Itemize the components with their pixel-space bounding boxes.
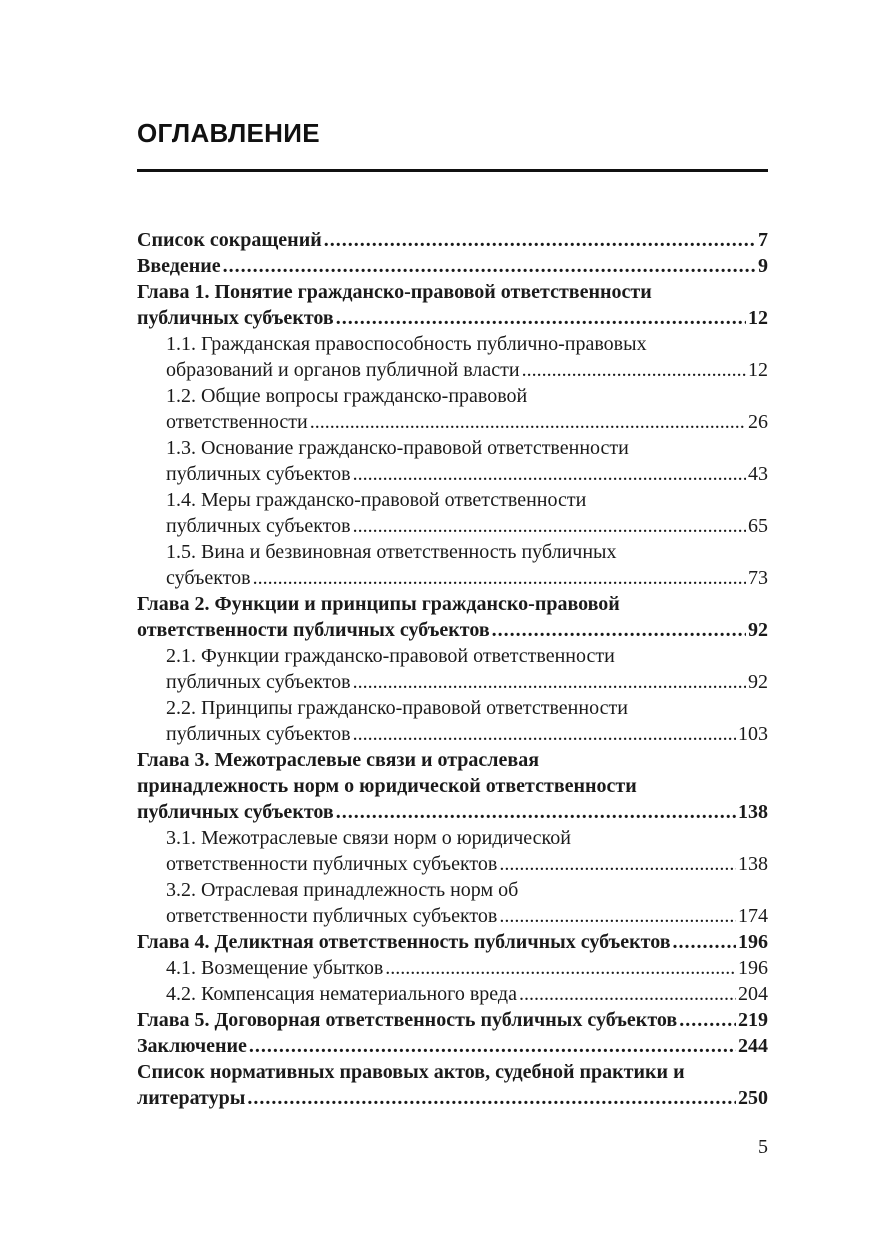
toc-entry-title-line: Список нормативных правовых актов, судебной практики и — [137, 1061, 685, 1083]
toc-page-number: 12 — [748, 359, 768, 381]
toc-section-entry — [137, 955, 768, 981]
dot-leader — [492, 617, 746, 643]
toc-entry-title-line: Глава 2. Функции и принципы гражданско-правовой — [137, 593, 620, 615]
toc-entry-title-line: 1.5. Вина и безвиновная ответственность публичных — [166, 541, 617, 563]
toc-entry-title-line: 1.2. Общие вопросы гражданско-правовой — [166, 385, 528, 407]
toc-entry-title-line: ответственности — [166, 411, 308, 433]
toc-page-number: 204 — [738, 983, 768, 1005]
dot-leader — [223, 253, 756, 279]
dot-leader — [253, 565, 746, 591]
toc-section-entry — [137, 487, 768, 539]
toc-page-number: 196 — [738, 957, 768, 979]
toc-chapter-entry — [137, 747, 768, 825]
toc-page-number: 92 — [748, 619, 768, 641]
toc-page-number: 12 — [748, 307, 768, 329]
toc-entry-title-line: Глава 3. Межотраслевые связи и отраслевая — [137, 749, 540, 771]
toc-chapter-entry — [137, 929, 768, 955]
toc-page-number: 219 — [738, 1009, 768, 1031]
toc-entry-title-line: 4.1. Возмещение убытков — [166, 957, 384, 979]
toc-entry-title-line: 3.1. Межотраслевые связи норм о юридической — [166, 827, 571, 849]
toc-page-number: 103 — [738, 723, 768, 745]
toc-page-number: 65 — [748, 515, 768, 537]
toc-section-entry — [137, 643, 768, 695]
toc-entry-title-line: публичных субъектов — [166, 671, 351, 693]
toc-section-entry — [137, 435, 768, 487]
toc-section-entry — [137, 383, 768, 435]
toc-section-entry — [137, 539, 768, 591]
toc-entry-title-line: 2.1. Функции гражданско-правовой ответственности — [166, 645, 615, 667]
page-title: ОГЛАВЛЕНИЕ — [137, 118, 320, 148]
toc-entry-title-line: 1.1. Гражданская правоспособность публично-правовых — [166, 333, 647, 355]
toc-section-entry — [137, 695, 768, 747]
toc-entry-title-line: 2.2. Принципы гражданско-правовой ответственности — [166, 697, 628, 719]
table-of-contents — [137, 227, 768, 1111]
toc-chapter-entry — [137, 591, 768, 643]
dot-leader — [499, 851, 736, 877]
toc-entry-title-line: ответственности публичных субъектов — [166, 905, 498, 927]
toc-chapter-entry — [137, 253, 768, 279]
toc-entry-title-line: публичных субъектов — [137, 307, 334, 329]
toc-chapter-entry — [137, 1059, 768, 1111]
dot-leader — [522, 357, 746, 383]
title-divider — [137, 169, 768, 172]
dot-leader — [385, 955, 736, 981]
toc-chapter-entry — [137, 279, 768, 331]
toc-chapter-entry — [137, 1007, 768, 1033]
dot-leader — [310, 409, 746, 435]
toc-section-entry — [137, 825, 768, 877]
toc-page-number: 174 — [738, 905, 768, 927]
toc-page-number: 250 — [738, 1087, 768, 1109]
toc-entry-title-line: Введение — [137, 255, 221, 277]
toc-section-entry — [137, 981, 768, 1007]
toc-page-number: 138 — [738, 801, 768, 823]
dot-leader — [336, 305, 746, 331]
toc-page-number: 138 — [738, 853, 768, 875]
toc-entry-title-line: образований и органов публичной власти — [166, 359, 520, 381]
toc-entry-title-line: 3.2. Отраслевая принадлежность норм об — [166, 879, 519, 901]
toc-entry-title-line: публичных субъектов — [166, 463, 351, 485]
toc-section-entry — [137, 877, 768, 929]
toc-page-number: 26 — [748, 411, 768, 433]
dot-leader — [353, 721, 736, 747]
toc-entry-title-line: публичных субъектов — [137, 801, 334, 823]
toc-chapter-entry — [137, 227, 768, 253]
toc-entry-title-line: Глава 4. Деликтная ответственность публичных субъектов — [137, 931, 671, 953]
dot-leader — [353, 513, 746, 539]
toc-page-number: 7 — [758, 229, 768, 251]
toc-entry-title-line: Заключение — [137, 1035, 247, 1057]
toc-page-number: 73 — [748, 567, 768, 589]
dot-leader — [519, 981, 736, 1007]
dot-leader — [353, 669, 746, 695]
dot-leader — [499, 903, 736, 929]
toc-entry-title-line: ответственности публичных субъектов — [137, 619, 490, 641]
toc-entry-title-line: 4.2. Компенсация нематериального вреда — [166, 983, 517, 1005]
dot-leader — [353, 461, 746, 487]
toc-page-number: 9 — [758, 255, 768, 277]
toc-page-number: 43 — [748, 463, 768, 485]
toc-section-entry — [137, 331, 768, 383]
toc-entry-title-line: Глава 5. Договорная ответственность публичных субъектов — [137, 1009, 678, 1031]
toc-chapter-entry — [137, 1033, 768, 1059]
toc-entry-title-line: литературы — [137, 1087, 246, 1109]
dot-leader — [336, 799, 736, 825]
dot-leader — [249, 1033, 736, 1059]
toc-entry-title-line: субъектов — [166, 567, 251, 589]
dot-leader — [673, 929, 736, 955]
toc-entry-title-line: Список сокращений — [137, 229, 322, 251]
toc-page-number: 244 — [738, 1035, 768, 1057]
toc-page-number: 92 — [748, 671, 768, 693]
toc-entry-title-line: ответственности публичных субъектов — [166, 853, 498, 875]
dot-leader — [324, 227, 756, 253]
dot-leader — [679, 1007, 736, 1033]
toc-entry-title-line: 1.3. Основание гражданско-правовой ответственности — [166, 437, 629, 459]
toc-entry-title-line: принадлежность норм о юридической ответственности — [137, 775, 637, 797]
toc-entry-title-line: публичных субъектов — [166, 515, 351, 537]
toc-entry-title-line: публичных субъектов — [166, 723, 351, 745]
toc-entry-title-line: 1.4. Меры гражданско-правовой ответственности — [166, 489, 587, 511]
page-number: 5 — [758, 1136, 768, 1158]
toc-entry-title-line: Глава 1. Понятие гражданско-правовой ответственности — [137, 281, 652, 303]
dot-leader — [247, 1085, 736, 1111]
toc-page-number: 196 — [738, 931, 768, 953]
